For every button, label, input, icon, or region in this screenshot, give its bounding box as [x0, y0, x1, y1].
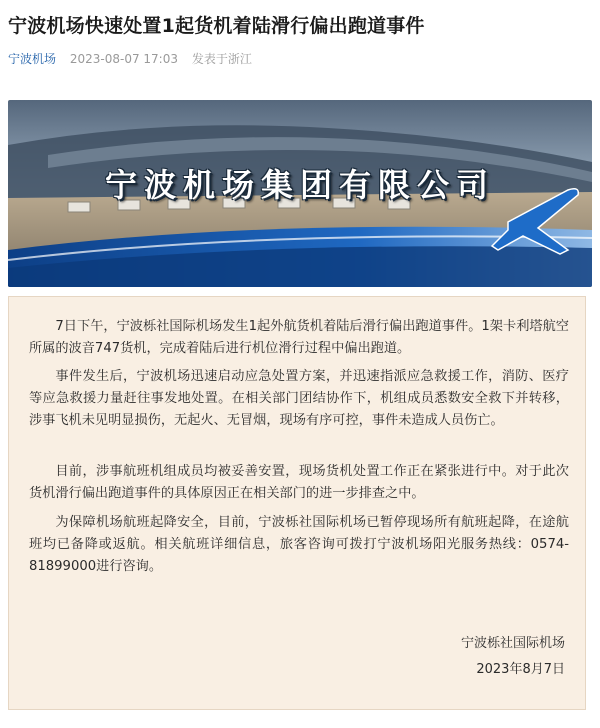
signature-date: 2023年8月7日	[476, 662, 565, 677]
source-link[interactable]: 宁波机场	[8, 52, 57, 66]
paragraph-1: 7日下午，宁波栎社国际机场发生1起外航货机着陆后滑行偏出跑道事件。1架卡利塔航空所属的波音747货机，完成着陆后进行机位滑行过程中偏出跑道。	[29, 319, 569, 356]
paragraph-3: 目前，涉事航班机组成员均被妥善安置，现场货机处置工作正在紧张进行中。对于此次货机滑行偏出跑道事件的具体原因正在相关部门的进一步排查之中。	[29, 464, 569, 501]
banner-title: 宁波机场集团有限公司	[104, 166, 495, 204]
signature: 宁波栎社国际机场	[460, 636, 565, 651]
article-meta	[8, 50, 262, 67]
publish-location: 发表于浙江	[191, 52, 252, 66]
paragraph-2: 事件发生后，宁波机场迅速启动应急处置方案，并迅速指派应急救援工作，消防、医疗等应急救援力量赶往事发地处置。在相关部门团结协作下，机组成员悉数安全救下并转移，涉事飞机未见明显损伤，无起火、无冒烟，现场有序可控，事件未造成人员伤亡。	[29, 369, 569, 428]
banner-image	[8, 100, 592, 287]
page-title: 宁波机场快速处置1起货机着陆滑行偏出跑道事件	[8, 15, 425, 37]
article-body	[8, 296, 586, 710]
paragraph-4: 为保障机场航班起降安全，目前，宁波栎社国际机场已暂停现场所有航班起降，在途航班均已备降或返航。相关航班详细信息，旅客咨询可拨打宁波机场阳光服务热线：0574-81899000进行咨询。	[29, 515, 569, 574]
publish-datetime: 2023-08-07 17:03	[69, 52, 178, 66]
